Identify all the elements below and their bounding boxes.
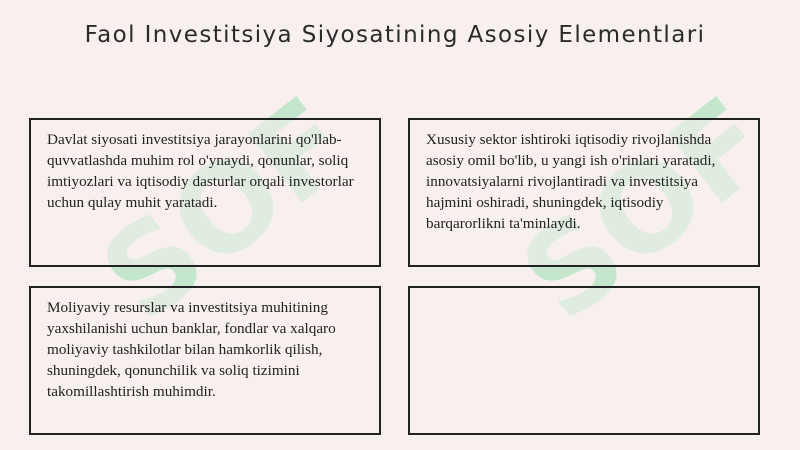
- text-box-content: Moliyaviy resurslar va investitsiya muhitining yaxshilanishi uchun banklar, fondlar va xalqaro moliyaviy tashkilotlar bilan hamkorlik qilish, shuningdek, qonunchilik va soliq tizimini takomillashtirish muhimdir.: [47, 299, 336, 400]
- text-box-content: Davlat siyosati investitsiya jarayonlarini qo'llab-quvvatlashda muhim rol o'ynaydi, qonunlar, soliq imtiyozlari va iqtisodiy dasturlar orqali investorlar uchun qulay muhit yaratadi.: [47, 131, 354, 211]
- text-box-private-sector: [408, 118, 760, 267]
- page-title: Faol Investitsiya Siyosatining Asosiy Elementlari: [84, 22, 706, 48]
- text-box-financial-resources: [29, 286, 381, 435]
- text-box-government-policy: [29, 118, 381, 267]
- text-box-content: Xususiy sektor ishtiroki iqtisodiy rivojlanishda asosiy omil bo'lib, u yangi ish o'rinlari yaratadi, innovatsiyalarni rivojlantiradi va investitsiya hajmini oshiradi, shuningdek, iqtisodiy barqarorlikni ta'minlaydi.: [426, 131, 716, 232]
- text-box-empty: [408, 286, 760, 435]
